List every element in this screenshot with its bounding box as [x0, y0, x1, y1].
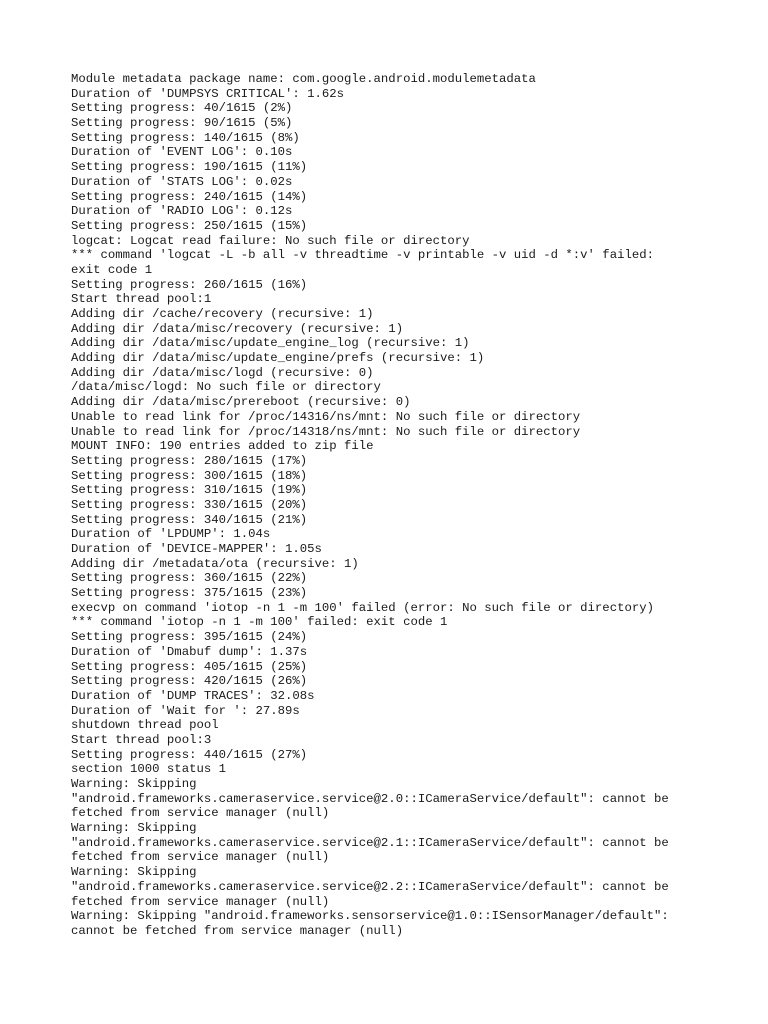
log-line: Adding dir /cache/recovery (recursive: 1): [71, 307, 374, 321]
log-line: Adding dir /data/misc/update_engine_log (recursive: 1): [71, 336, 470, 351]
log-line: "android.frameworks.cameraservice.service@2.1::ICameraService/default": cannot be: [71, 835, 669, 850]
log-line: /data/misc/logd: No such file or directory: [71, 380, 381, 395]
log-line: Setting progress: 405/1615 (25%): [71, 659, 308, 674]
log-line: Duration of 'RADIO LOG': 0.12s: [71, 204, 293, 219]
log-line: Setting progress: 250/1615 (15%): [71, 218, 308, 233]
log-line: Setting progress: 140/1615 (8%): [71, 130, 300, 145]
log-line: fetched from service manager (null): [71, 806, 330, 821]
log-line: Unable to read link for /proc/14318/ns/mnt: No such file or directory: [71, 424, 581, 439]
log-line: Setting progress: 280/1615 (17%): [71, 453, 308, 468]
log-line: Setting progress: 330/1615 (20%): [71, 497, 308, 512]
log-line: Setting progress: 40/1615 (2%): [71, 101, 293, 116]
log-line: Setting progress: 260/1615 (16%): [71, 277, 308, 292]
log-line: exit code 1: [71, 262, 153, 277]
log-line: Setting progress: 360/1615 (22%): [71, 571, 308, 586]
log-line: *** command 'logcat -L -b all -v threadtime -v printable -v uid -d *:v' failed:: [71, 248, 654, 263]
log-line: Duration of 'DUMPSYS CRITICAL': 1.62s: [71, 86, 345, 101]
log-line: Setting progress: 90/1615 (5%): [71, 116, 293, 131]
log-document: [71, 72, 711, 939]
log-line: Warning: Skipping: [71, 821, 197, 836]
log-line: Setting progress: 420/1615 (26%): [71, 674, 308, 689]
log-line: section 1000 status 1: [71, 762, 226, 777]
log-line: Duration of 'Dmabuf dump': 1.37s: [71, 644, 308, 659]
log-line: Start thread pool:3: [71, 732, 212, 747]
log-line: cannot be fetched from service manager (null): [71, 923, 404, 938]
log-line: logcat: Logcat read failure: No such file or directory: [71, 233, 470, 248]
log-line: Duration of 'EVENT LOG': 0.10s: [71, 145, 293, 160]
log-line: Adding dir /data/misc/recovery (recursive: 1): [71, 321, 404, 336]
log-line: "android.frameworks.cameraservice.service@2.2::ICameraService/default": cannot be: [71, 879, 669, 894]
log-line: Setting progress: 395/1615 (24%): [71, 630, 308, 645]
log-line: *** command 'iotop -n 1 -m 100' failed: exit code 1: [71, 615, 448, 630]
log-line: Module metadata package name: com.google.android.modulemetadata: [71, 72, 536, 86]
log-line: Setting progress: 340/1615 (21%): [71, 512, 308, 527]
log-line: Setting progress: 310/1615 (19%): [71, 483, 308, 498]
log-line: Adding dir /data/misc/prereboot (recursive: 0): [71, 395, 411, 410]
log-line: Warning: Skipping: [71, 865, 197, 880]
log-line: Duration of 'DUMP TRACES': 32.08s: [71, 688, 315, 703]
log-line: MOUNT INFO: 190 entries added to zip file: [71, 439, 374, 454]
log-line: shutdown thread pool: [71, 718, 219, 733]
log-line: Setting progress: 300/1615 (18%): [71, 468, 308, 483]
log-line: fetched from service manager (null): [71, 894, 330, 909]
log-line: "android.frameworks.cameraservice.service@2.0::ICameraService/default": cannot be: [71, 791, 669, 806]
log-line: Duration of 'STATS LOG': 0.02s: [71, 174, 293, 189]
log-line: Setting progress: 440/1615 (27%): [71, 747, 308, 762]
log-line: Adding dir /data/misc/update_engine/prefs (recursive: 1): [71, 351, 485, 366]
log-line: Adding dir /metadata/ota (recursive: 1): [71, 556, 359, 571]
log-line: Start thread pool:1: [71, 292, 212, 307]
log-line: Adding dir /data/misc/logd (recursive: 0): [71, 365, 374, 380]
log-line: Warning: Skipping: [71, 777, 197, 791]
log-line: Setting progress: 240/1615 (14%): [71, 189, 308, 204]
log-line: Duration of 'Wait for ': 27.89s: [71, 703, 300, 718]
log-line: Warning: Skipping "android.frameworks.sensorservice@1.0::ISensorManager/default":: [71, 909, 669, 924]
log-line: Setting progress: 375/1615 (23%): [71, 586, 308, 601]
log-line: fetched from service manager (null): [71, 850, 330, 865]
log-line: Duration of 'DEVICE-MAPPER': 1.05s: [71, 542, 322, 556]
log-body: [71, 72, 711, 939]
log-line: Unable to read link for /proc/14316/ns/mnt: No such file or directory: [71, 409, 581, 424]
log-line: Setting progress: 190/1615 (11%): [71, 160, 308, 175]
log-line: Duration of 'LPDUMP': 1.04s: [71, 527, 271, 542]
log-line: execvp on command 'iotop -n 1 -m 100' failed (error: No such file or directory): [71, 600, 654, 615]
